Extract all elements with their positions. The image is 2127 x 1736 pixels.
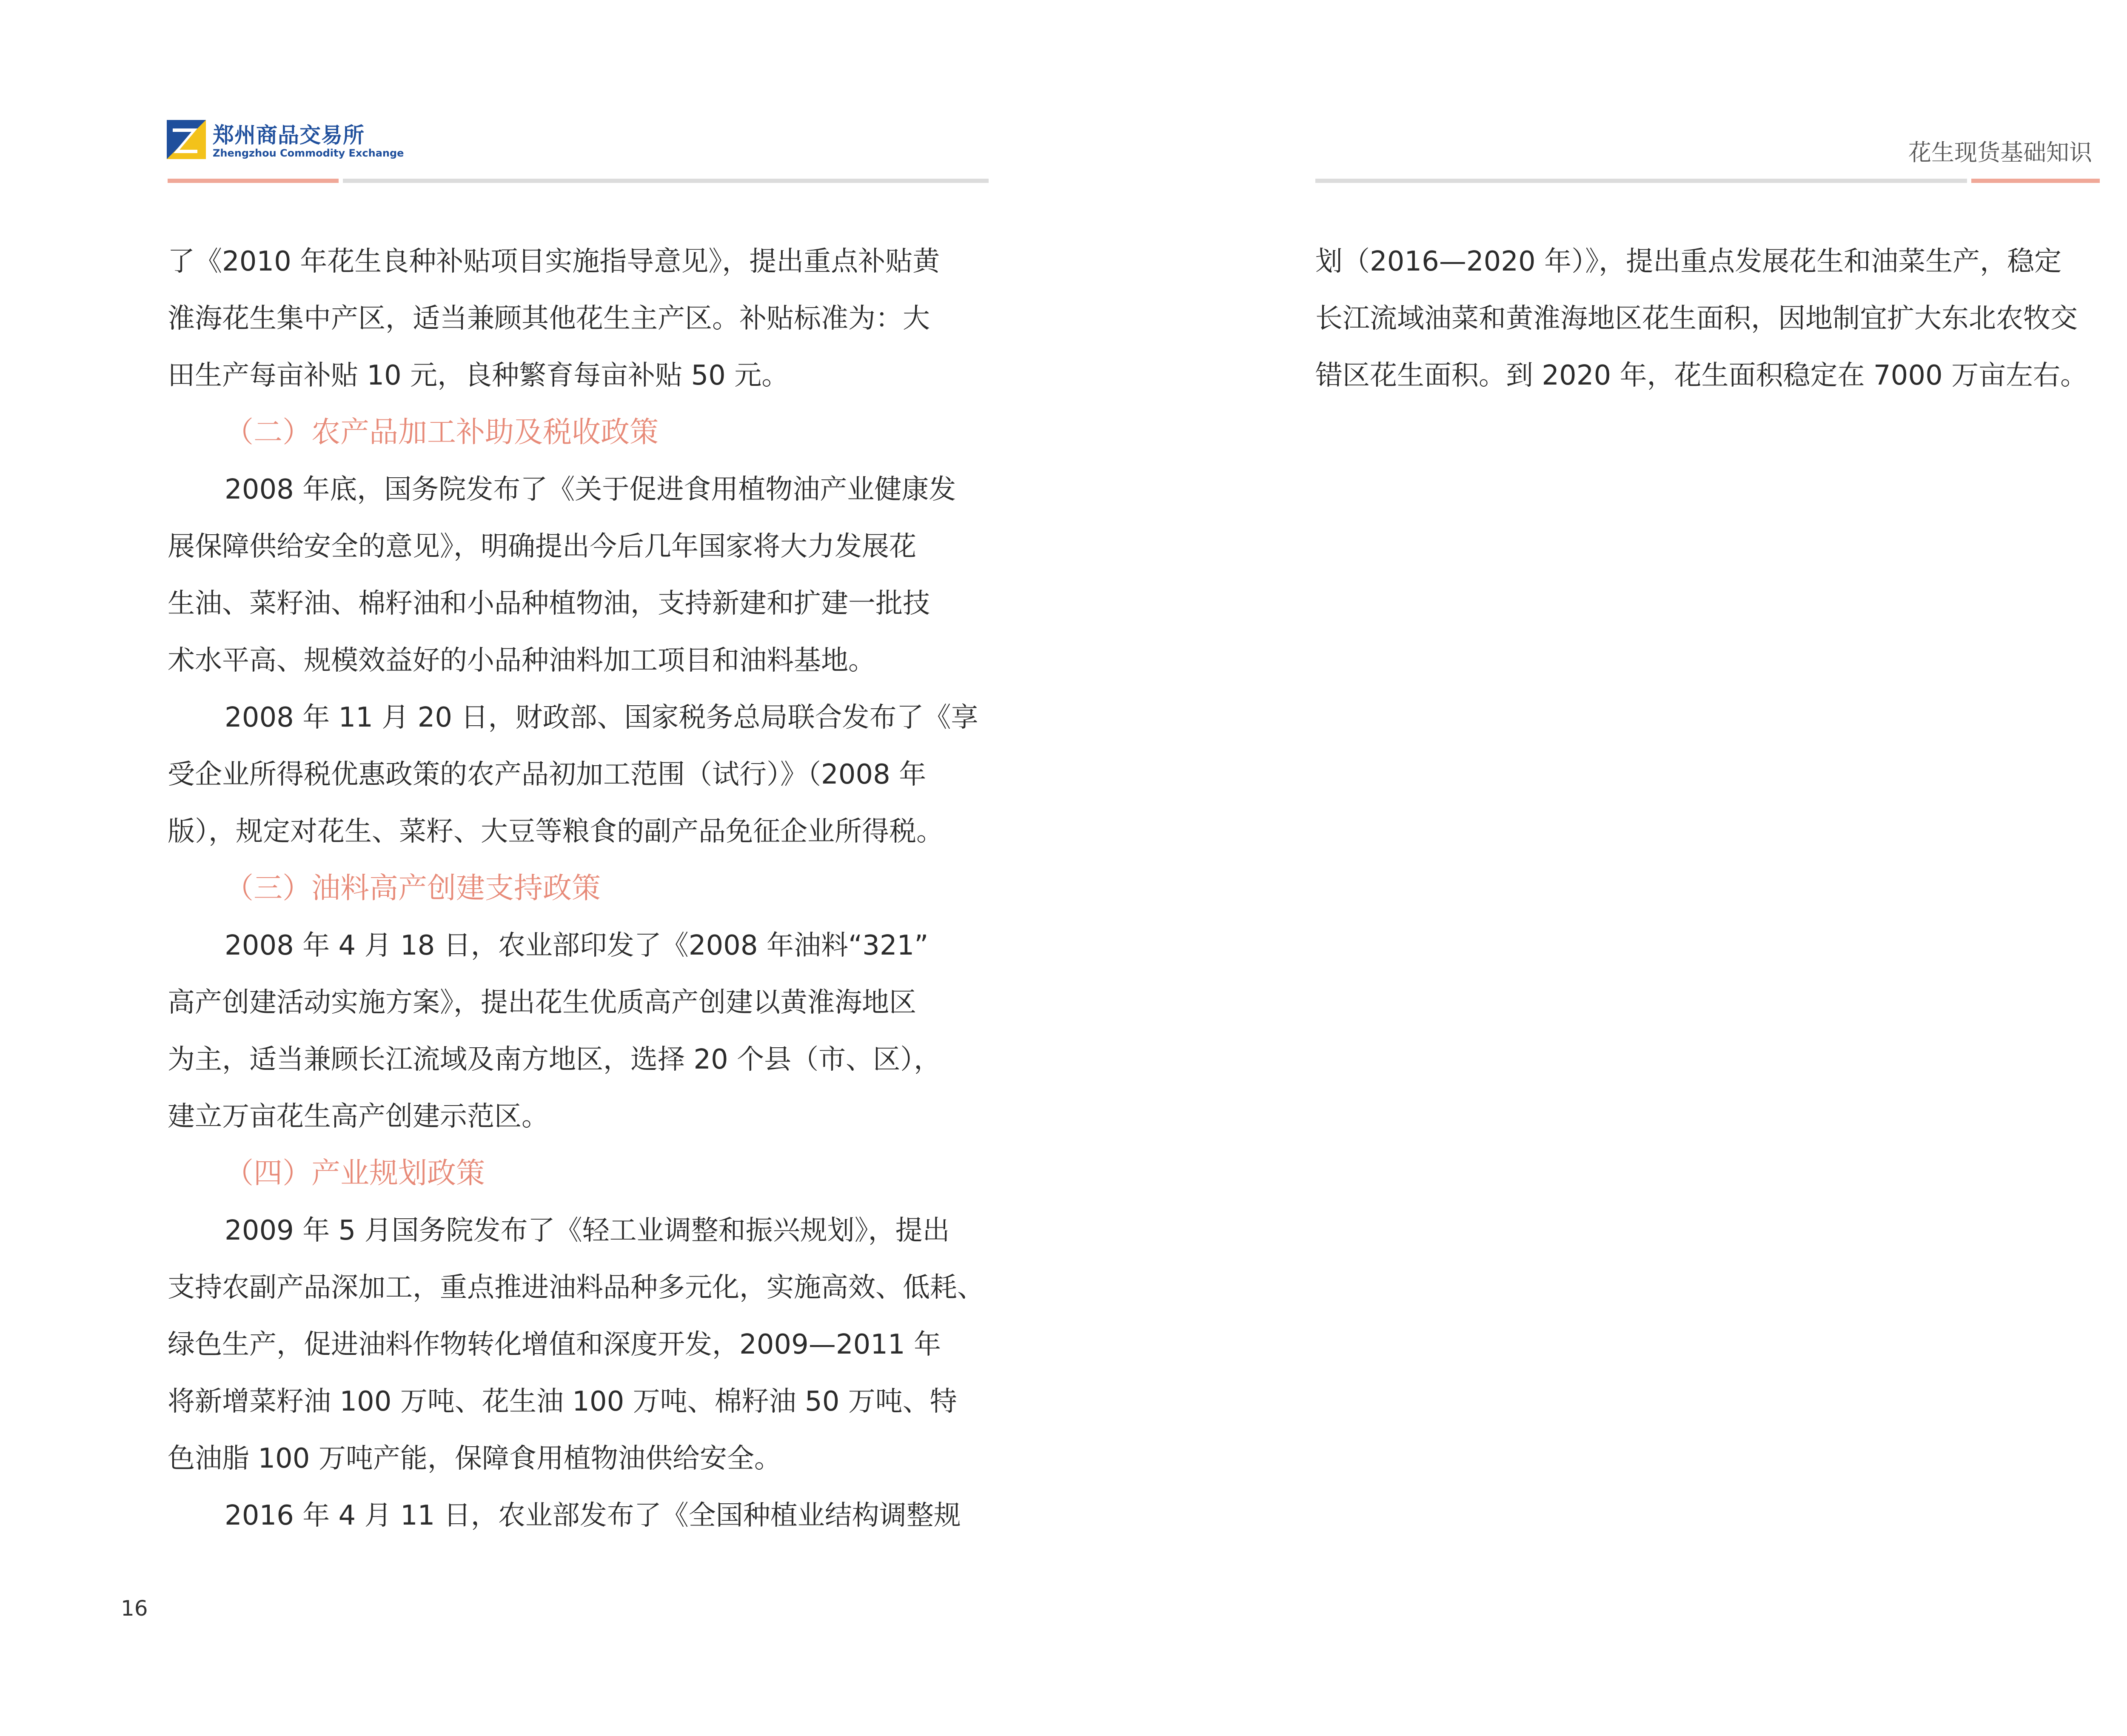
text-line: 展保障供给安全的意见》，明确提出今后几年国家将大力发展花	[168, 531, 916, 562]
text-line: 2008 年 11 月 20 日，财政部、国家税务总局联合发布了《享	[225, 702, 978, 733]
text-line: 建立万亩花生高产创建示范区。	[168, 1101, 549, 1132]
text-line: 划（2016—2020 年）》，提出重点发展花生和油菜生产，稳定	[1315, 246, 2062, 277]
section-heading-4: （四）产业规划政策	[225, 1157, 485, 1190]
section-heading-3: （三）油料高产创建支持政策	[225, 872, 601, 905]
text-line: 高产创建活动实施方案》，提出花生优质高产创建以黄淮海地区	[168, 987, 916, 1018]
text-line: 将新增菜籽油 100 万吨、花生油 100 万吨、棉籽油 50 万吨、特	[168, 1386, 957, 1417]
text-line: 田生产每亩补贴 10 元，良种繁育每亩补贴 50 元。	[168, 360, 789, 391]
text-line: 为主，适当兼顾长江流域及南方地区，选择 20 个县（市、区），	[168, 1044, 941, 1075]
text-line: 支持农副产品深加工，重点推进油料品种多元化，实施高效、低耗、	[168, 1272, 984, 1303]
text-line: 淮海花生集中产区，适当兼顾其他花生主产区。补贴标准为：大	[168, 303, 930, 334]
header-accent-rule	[168, 179, 339, 183]
right-body-text	[1315, 233, 2127, 404]
text-line: 受企业所得税优惠政策的农产品初加工范围（试行）》（2008 年	[168, 759, 927, 790]
text-line: 了《2010 年花生良种补贴项目实施指导意见》，提出重点补贴黄	[168, 246, 940, 277]
section-heading-2: （二）农产品加工补助及税收政策	[225, 416, 659, 449]
text-line: 版），规定对花生、菜籽、大豆等粮食的副产品免征企业所得税。	[168, 816, 944, 847]
text-line: 术水平高、规模效益好的小品种油料加工项目和油料基地。	[168, 645, 875, 676]
left-body-text	[168, 233, 993, 1544]
right-page	[1149, 0, 2127, 1736]
text-line: 2008 年 4 月 18 日，农业部印发了《2008 年油料“321”	[225, 930, 929, 961]
text-line: 2016 年 4 月 11 日，农业部发布了《全国种植业结构调整规	[225, 1500, 961, 1531]
exchange-name-cn: 郑州商品交易所	[213, 123, 365, 148]
text-line: 生油、菜籽油、棉籽油和小品种植物油，支持新建和扩建一批技	[168, 588, 930, 619]
running-title: 花生现货基础知识	[1908, 139, 2092, 166]
text-line: 2009 年 5 月国务院发布了《轻工业调整和振兴规划》，提出	[225, 1215, 950, 1246]
text-line: 2008 年底，国务院发布了《关于促进食用植物油产业健康发	[225, 474, 956, 505]
zce-logo-icon	[167, 120, 206, 159]
text-line: 绿色生产，促进油料作物转化增值和深度开发，2009—2011 年	[168, 1329, 941, 1360]
header-divider	[1315, 179, 1967, 183]
text-line: 长江流域油菜和黄淮海地区花生面积，因地制宜扩大东北农牧交	[1315, 303, 2078, 334]
text-line: 错区花生面积。到 2020 年，花生面积稳定在 7000 万亩左右。	[1315, 360, 2088, 391]
exchange-name-en: Zhengzhou Commodity Exchange	[213, 147, 404, 159]
text-line: 色油脂 100 万吨产能，保障食用植物油供给安全。	[168, 1443, 781, 1474]
page-number: 16	[121, 1596, 148, 1621]
header-divider	[343, 179, 989, 183]
header-accent-rule	[1971, 179, 2100, 183]
